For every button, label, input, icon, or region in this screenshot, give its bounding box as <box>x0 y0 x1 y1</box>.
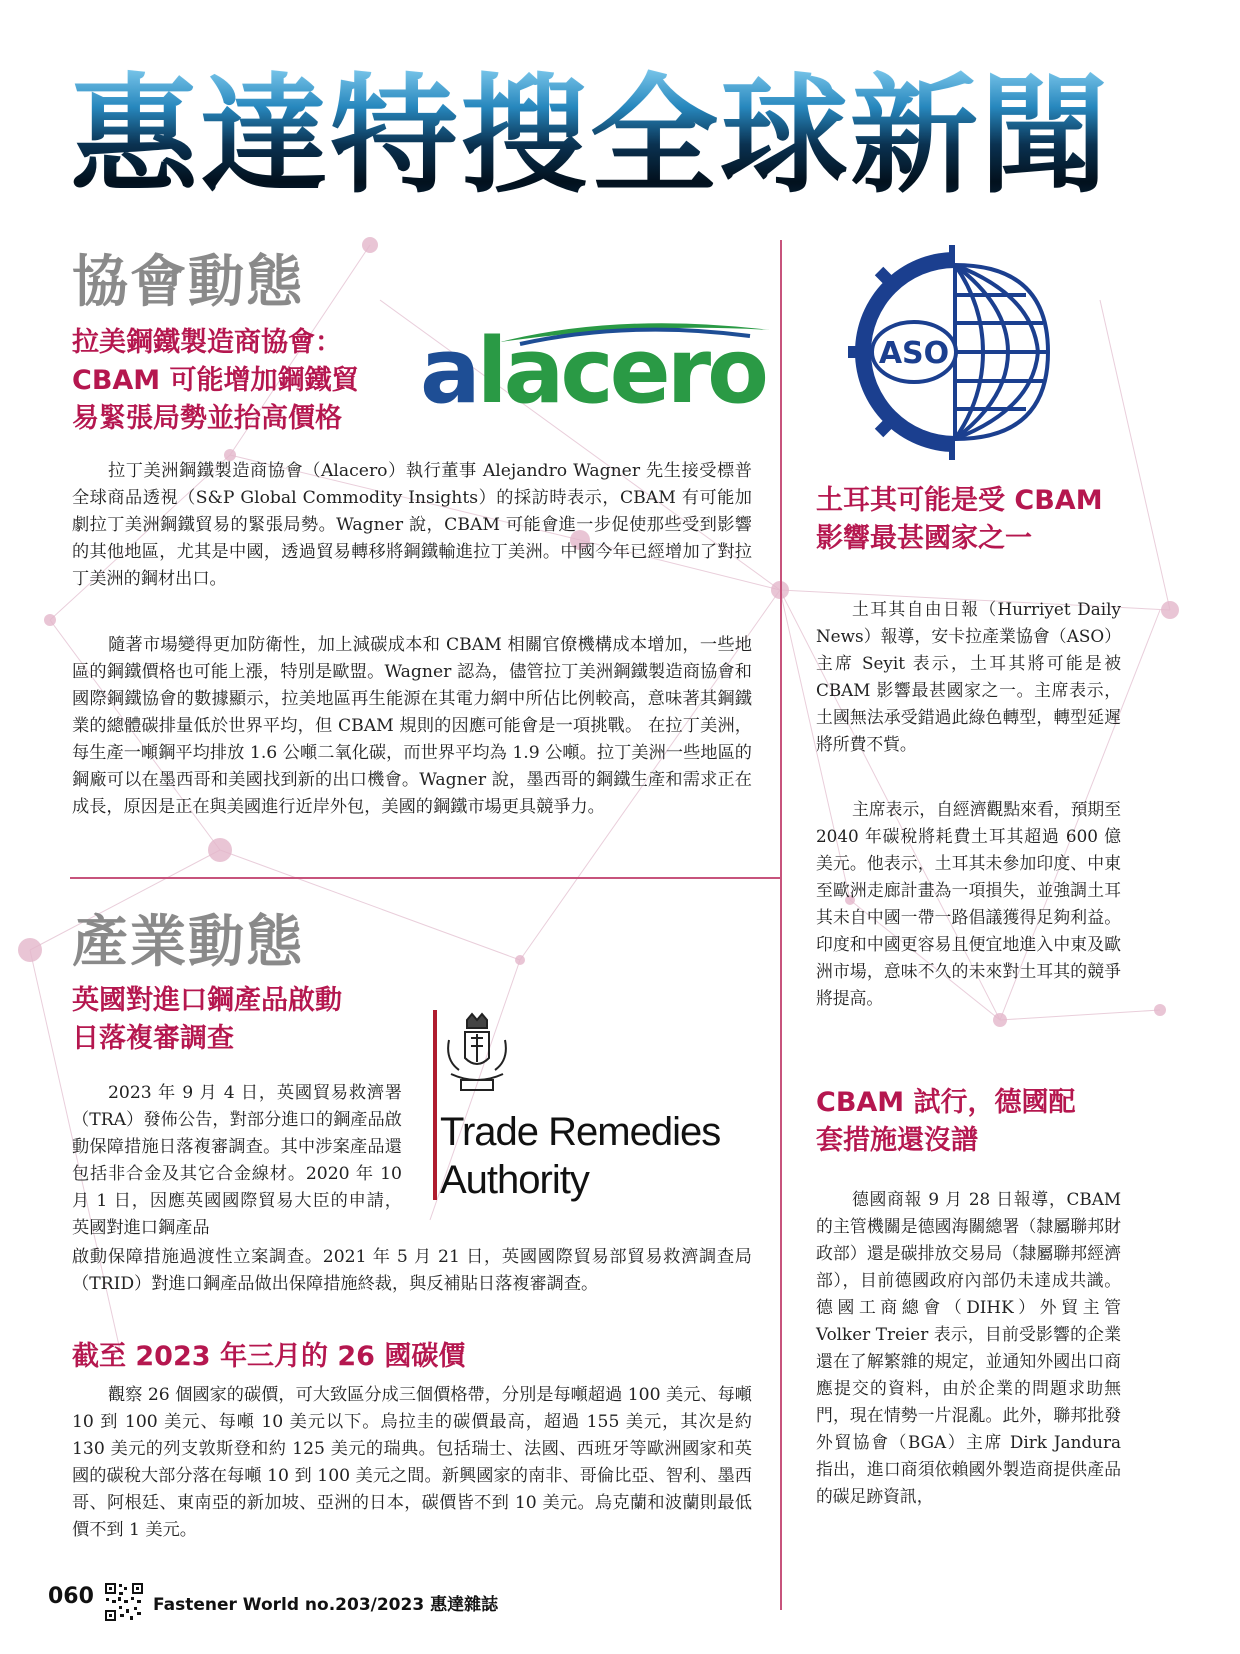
publication-info: Fastener World no.203/2023 惠達雜誌 <box>153 1595 499 1615</box>
paragraph-alacero-1: 拉丁美洲鋼鐵製造商協會（Alacero）執行董事 Alejandro Wagner 先生接受標普全球商品透視（S&P Global Commodity Insights）的採訪時表示，CBAM 有可能加劇拉丁美洲鋼鐵貿易的緊張局勢。Wagner 說，CBAM 可能會進一步促使那些受到影響的其他地區，尤其是中國，透過貿易轉移將鋼鐵輸進拉丁美洲。中國今年已經增加了對拉丁美洲的鋼材出口。 <box>72 461 752 589</box>
headline-line: 土耳其可能是受 CBAM <box>816 485 1103 516</box>
tra-logo-line: Trade Remedies <box>440 1110 721 1154</box>
headline-uk-steel <box>72 982 342 1058</box>
royal-crest-icon <box>437 1010 517 1105</box>
alacero-wordmark: alacero <box>420 319 765 424</box>
paragraph-turkey-2: 主席表示，自經濟觀點來看，預期至 2040 年碳稅將耗費土耳其超過 600 億美元。他表示，土耳其未參加印度、中東至歐洲走廊計畫為一項損失，並強調土耳其未自中國一帶一路倡議獲得足夠利益。印度和中國更容易且便宜地進入中東及歐洲市場，意味不久的未來對土耳其的競爭將提高。 <box>816 799 1121 1008</box>
headline-line: CBAM 試行，德國配 <box>816 1087 1076 1118</box>
headline-line: 套措施還沒譜 <box>816 1125 978 1156</box>
headline-line: 影響最甚國家之一 <box>816 523 1032 554</box>
page-number: 060 <box>48 1584 94 1609</box>
paragraph-carbon-price: 觀察 26 個國家的碳價，可大致區分成三個價格帶，分別是每噸超過 100 美元、每噸 10 到 100 美元、每噸 10 美元以下。烏拉圭的碳價最高，超過 155 美元，其次是約 130 美元的列支敦斯登和約 125 美元的瑞典。包括瑞士、法國、西班牙等歐洲國家和英國的碳稅大部分落在每噸 10 到 100 美元之間。新興國家的南非、哥倫比亞、智利、墨西哥、阿根廷、東南亞的新加坡、亞洲的日本，碳價皆不到 10 美元。烏克蘭和波蘭則最低價不到 1 美元。 <box>72 1385 752 1540</box>
paragraph-alacero-2: 隨著市場變得更加防衛性，加上減碳成本和 CBAM 相關官僚機構成本增加，一些地區的鋼鐵價格也可能上漲，特別是歐盟。Wagner 認為，儘管拉丁美洲鋼鐵製造商協會和國際鋼鐵協會的數據顯示，拉美地區再生能源在其電力網中所佔比例較高，意味著其鋼鐵業的總體碳排量低於世界平均，但 CBAM 規則的因應可能會是一項挑戰。 在拉丁美洲，每生產一噸鋼平均排放 1.6 公噸二氧化碳，而世界平均為 1.9 公噸。拉丁美洲一些地區的鋼廠可以在墨西哥和美國找到新的出口機會。Wagner 說，墨西哥的鋼鐵生產和需求正在成長，原因是正在與美國進行近岸外包，美國的鋼鐵市場更具競爭力。 <box>72 635 752 817</box>
paragraph-uk-steel-narrow: 2023 年 9 月 4 日，英國貿易救濟署（TRA）發佈公告，對部分進口的鋼產品啟動保障措施日落複審調查。其中涉案產品還包括非合金及其它合金線材。2020 年 10 月 1 日，因應英國國際貿易大臣的申請，英國對進口鋼產品 <box>72 1083 402 1238</box>
aso-logo <box>848 245 1063 460</box>
paragraph-germany: 德國商報 9 月 28 日報導，CBAM 的主管機關是德國海關總署（隸屬聯邦財政部）還是碳排放交易局（隸屬聯邦經濟部），目前德國政府內部仍未達成共識。德國工商總會（DIHK）外貿主管 Volker Treier 表示，目前受影響的企業還在了解繁雜的規定，並通知外國出口商應提交的資料，由於企業的問題求助無門，現在情勢一片混亂。此外，聯邦批發外貿協會（BGA）主席 Dirk Jandura 指出，進口商須依賴國外製造商提供產品的碳足跡資訊， <box>816 1189 1121 1506</box>
headline-germany <box>816 1084 1076 1160</box>
headline-line: CBAM 可能增加鋼鐵貿 <box>72 365 359 396</box>
headline-alacero <box>72 324 359 438</box>
tra-logo-text <box>440 1108 720 1204</box>
headline-carbon-price: 截至 2023 年三月的 26 國碳價 <box>72 1341 466 1372</box>
headline-line: 英國對進口鋼產品啟動 <box>72 985 342 1016</box>
headline-line: 拉美鋼鐵製造商協會： <box>72 327 342 358</box>
headline-turkey <box>816 482 1103 558</box>
headline-line: 日落複審調查 <box>72 1023 234 1054</box>
section-divider <box>70 877 782 879</box>
alacero-logo <box>420 312 765 424</box>
paragraph-uk-steel-wide: 啟動保障措施過渡性立案調查。2021 年 5 月 21 日，英國國際貿易部貿易救濟調查局（TRID）對進口鋼產品做出保障措施終裁，與反補貼日落複審調查。 <box>72 1247 752 1294</box>
tra-logo-line: Authority <box>440 1158 589 1202</box>
paragraph-turkey-1: 土耳其自由日報（Hurriyet Daily News）報導，安卡拉產業協會（ASO）主席 Seyit 表示，土耳其將可能是被 CBAM 影響最甚國家之一。主席表示，土國無法承受錯過此綠色轉型，轉型延遲將所費不貲。 <box>816 599 1121 754</box>
masthead-title: 惠達特搜全球新聞 <box>70 62 1180 212</box>
headline-line: 易緊張局勢並抬高價格 <box>72 403 342 434</box>
aso-logo-text: ASO <box>878 336 950 371</box>
column-divider <box>780 240 782 1610</box>
section-title-association: 協會動態 <box>72 250 304 315</box>
section-title-industry: 產業動態 <box>72 910 304 975</box>
qr-code-icon[interactable] <box>104 1582 144 1622</box>
